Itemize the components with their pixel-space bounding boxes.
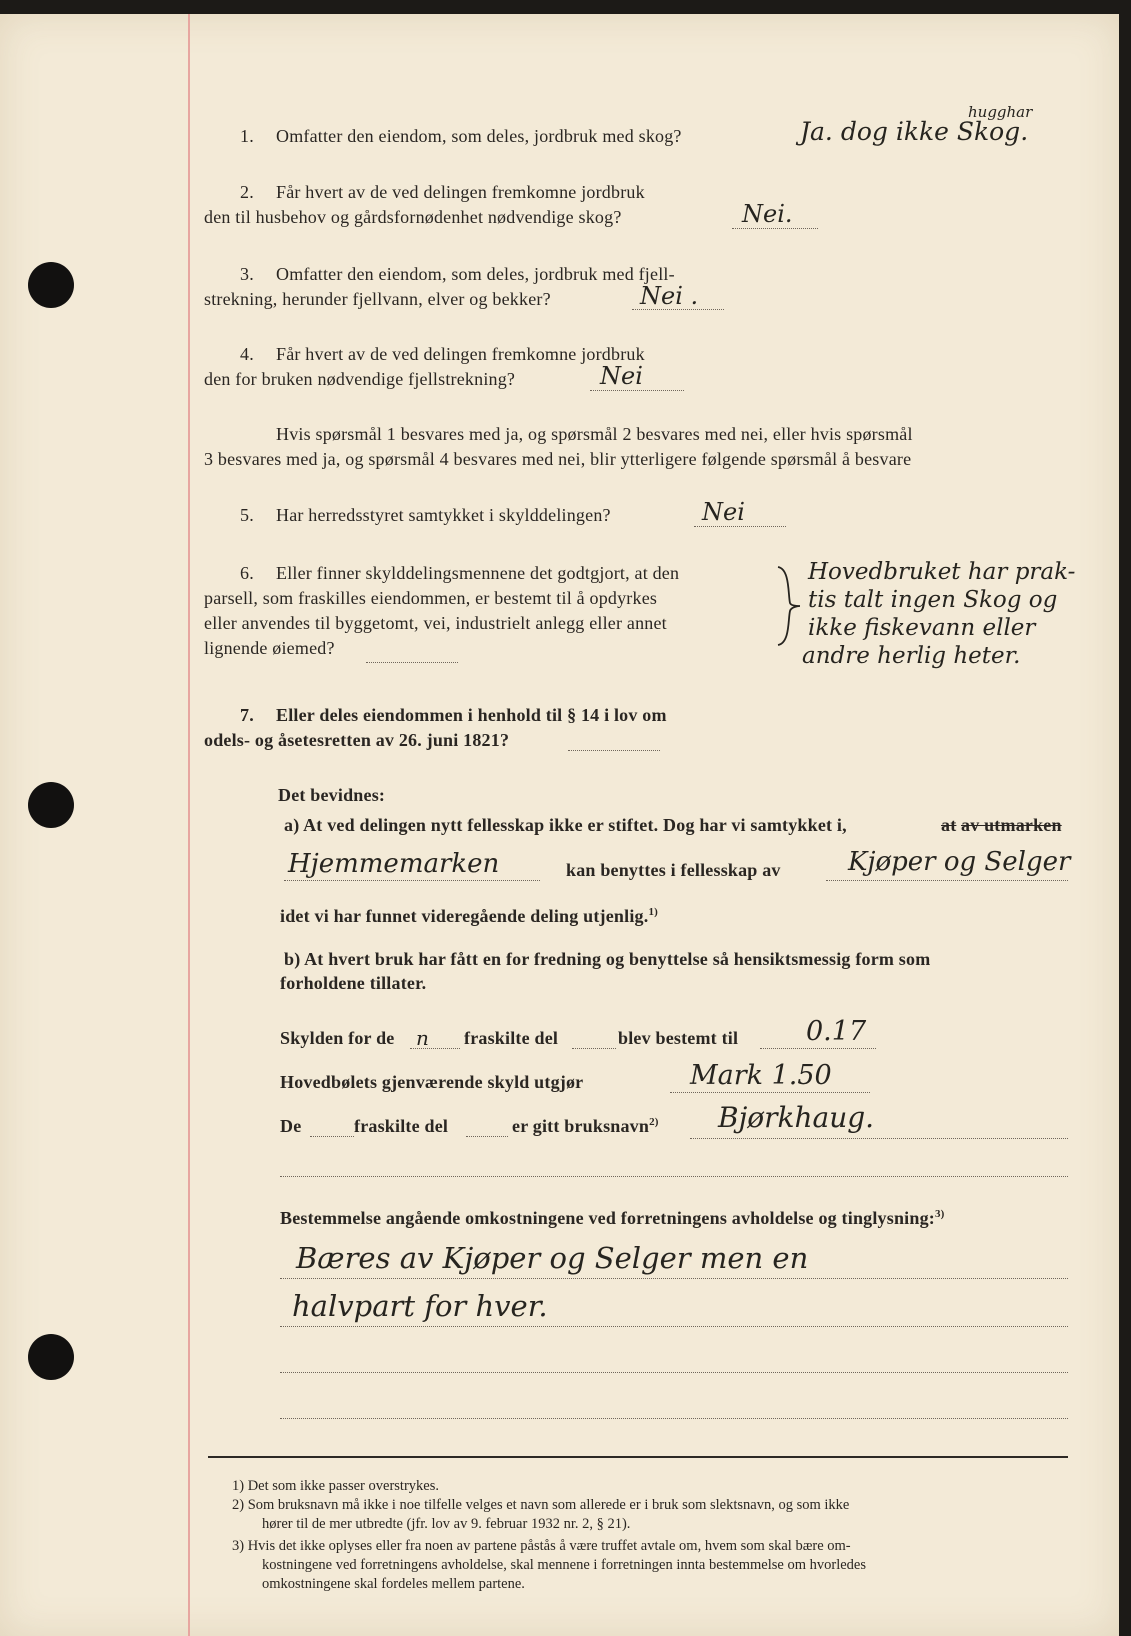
q7-answer-line — [568, 750, 660, 751]
skyld-l3-a: De — [280, 1116, 302, 1136]
costs-line-3 — [280, 1372, 1068, 1373]
skyld-l3-dots-1 — [310, 1136, 354, 1137]
attest-a-area-line — [284, 880, 540, 881]
punch-hole-bottom — [28, 1334, 74, 1380]
attest-a-parties-line — [826, 880, 1068, 881]
q7-line1: Eller deles eiendommen i henhold til § 14 i lov om — [276, 705, 667, 725]
skyld-l1-c: blev bestemt til — [618, 1028, 739, 1048]
q7-number: 7. — [240, 705, 254, 725]
footnote-rule — [208, 1456, 1068, 1458]
skyld-l3-c: er gitt bruksnavn$^{2)}$ — [512, 1116, 659, 1136]
q4-answer: Nei — [600, 362, 643, 390]
q4-answer-line — [590, 390, 684, 391]
skyld-l2-value-line — [670, 1092, 870, 1093]
condition-line2: 3 besvares med ja, og spørsmål 4 besvares med nei, blir ytterligere følgende spørsmål å besvare — [204, 449, 912, 469]
skyld-l3-b: fraskilte del — [354, 1116, 449, 1136]
attest-a-parties: Kjøper og Selger — [848, 847, 1071, 877]
q3-number: 3. — [240, 264, 254, 284]
document-page — [0, 14, 1119, 1636]
skyld-l3-value-line — [690, 1138, 1068, 1139]
footnote-2-line2: hører til de mer utbredte (jfr. lov av 9. februar 1932 nr. 2, § 21). — [262, 1516, 631, 1532]
q2-answer-line — [732, 228, 818, 229]
attest-a-area: Hjemmemarken — [288, 849, 500, 879]
costs-heading: Bestemmelse angående omkostningene ved forretningens avholdelse og tinglysning:$^{3)}$ — [280, 1208, 945, 1228]
q4-number: 4. — [240, 344, 254, 364]
attest-heading: Det bevidnes: — [278, 785, 386, 805]
q5-answer-line — [694, 526, 786, 527]
q2-line1: Får hvert av de ved delingen fremkomne jordbruk — [276, 182, 645, 202]
skyld-l2-value: Mark 1.50 — [690, 1060, 832, 1091]
q4-line2: den for bruken nødvendige fjellstrekning? — [204, 369, 516, 389]
skyld-l1-b: fraskilte del — [464, 1028, 559, 1048]
q2-number: 2. — [240, 182, 254, 202]
footnote-3-line2: kostningene ved forretningens avholdelse, skal mennene i forretningen innta bestemmelse om hvorledes — [262, 1557, 866, 1573]
q1-answer: Ja. dog ikke Skog. — [800, 117, 1029, 146]
q3-answer: Nei . — [640, 282, 699, 310]
skyld-l1-hw: n — [416, 1026, 429, 1050]
q1-text: Omfatter den eiendom, som deles, jordbruk med skog? — [276, 126, 682, 146]
q5-answer: Nei — [702, 498, 745, 526]
q7-line2: odels- og åsetesretten av 26. juni 1821? — [204, 730, 510, 750]
q6-answer-line — [366, 662, 458, 663]
skyld-l1-a: Skylden for de — [280, 1028, 395, 1048]
punch-hole-middle — [28, 782, 74, 828]
q6-line2: parsell, som fraskilles eiendommen, er bestemt til å opdyrkes — [204, 588, 658, 608]
q6-number: 6. — [240, 563, 254, 583]
costs-line-2 — [280, 1326, 1068, 1327]
q2-line2: den til husbehov og gårdsfornødenhet nødvendige skog? — [204, 207, 622, 227]
q2-answer: Nei. — [742, 200, 793, 228]
skyld-l1-dots-2 — [572, 1048, 616, 1049]
footnote-3-line3: omkostningene skal fordeles mellem partene. — [262, 1576, 525, 1592]
q6-answer-line3: ikke fiskevann eller — [808, 615, 1036, 641]
punch-hole-top — [28, 262, 74, 308]
footnote-2-line1: 2) Som bruksnavn må ikke i noe tilfelle velges et navn som allerede er i bruk som slektsnavn, og som ikke — [232, 1497, 850, 1513]
q6-answer-line1: Hovedbruket har prak- — [808, 559, 1076, 585]
costs-line-1 — [280, 1278, 1068, 1279]
skyld-extra-line — [280, 1176, 1068, 1177]
q5-number: 5. — [240, 505, 254, 525]
q6-line1: Eller finner skylddelingsmennene det godtgjort, at den — [276, 563, 680, 583]
attest-a-struck-1: at — [941, 815, 957, 835]
attest-b-line2: forholdene tillater. — [280, 973, 427, 993]
skyld-l1-dots-1 — [410, 1048, 460, 1049]
q6-line4: lignende øiemed? — [204, 638, 335, 658]
attest-a-mid: kan benyttes i fellesskap av — [566, 860, 781, 880]
q6-line3: eller anvendes til byggetomt, vei, industrielt anlegg eller annet — [204, 613, 667, 633]
q1-answer-insert: hugghar — [968, 103, 1033, 121]
q3-answer-line — [632, 309, 724, 310]
q6-answer-line2: tis talt ingen Skog og — [808, 587, 1058, 613]
q3-line2: strekning, herunder fjellvann, elver og bekker? — [204, 289, 551, 309]
skyld-l2-a: Hovedbølets gjenværende skyld utgjør — [280, 1072, 584, 1092]
attest-a-struck-2: av utmarken — [961, 815, 1062, 835]
attest-a-end: idet vi har funnet videregående deling utjenlig.$^{1)}$ — [280, 906, 659, 926]
brace-icon — [776, 565, 802, 647]
costs-hw-line2: halvpart for hver. — [292, 1289, 548, 1323]
skyld-l3-dots-2 — [466, 1136, 508, 1137]
q3-line1: Omfatter den eiendom, som deles, jordbruk med fjell- — [276, 264, 675, 284]
costs-hw-line1: Bæres av Kjøper og Selger men en — [296, 1241, 809, 1275]
attest-b-line1: b) At hvert bruk har fått en for fredning og benyttelse så hensiktsmessig form som — [284, 949, 931, 969]
q4-line1: Får hvert av de ved delingen fremkomne jordbruk — [276, 344, 645, 364]
skyld-l3-value: Bjørkhaug. — [718, 1101, 875, 1134]
costs-line-4 — [280, 1418, 1068, 1419]
skyld-l1-value: 0.17 — [806, 1016, 867, 1047]
attest-a-prefix: a) At ved delingen nytt fellesskap ikke er stiftet. Dog har vi samtykket i, — [284, 815, 847, 835]
q5-text: Har herredsstyret samtykket i skylddelingen? — [276, 505, 611, 525]
footnote-3-line1: 3) Hvis det ikke oplyses eller fra noen av partene påstås å være truffet avtale om, hvem som skal bære om- — [232, 1538, 851, 1554]
condition-line1: Hvis spørsmål 1 besvares med ja, og spørsmål 2 besvares med nei, eller hvis spørsmål — [276, 424, 913, 444]
q6-answer-line4: andre herlig heter. — [802, 643, 1021, 669]
skyld-l1-value-line — [760, 1048, 876, 1049]
margin-line — [188, 14, 190, 1636]
footnote-1: 1) Det som ikke passer overstrykes. — [232, 1478, 439, 1494]
q1-number: 1. — [240, 126, 254, 146]
